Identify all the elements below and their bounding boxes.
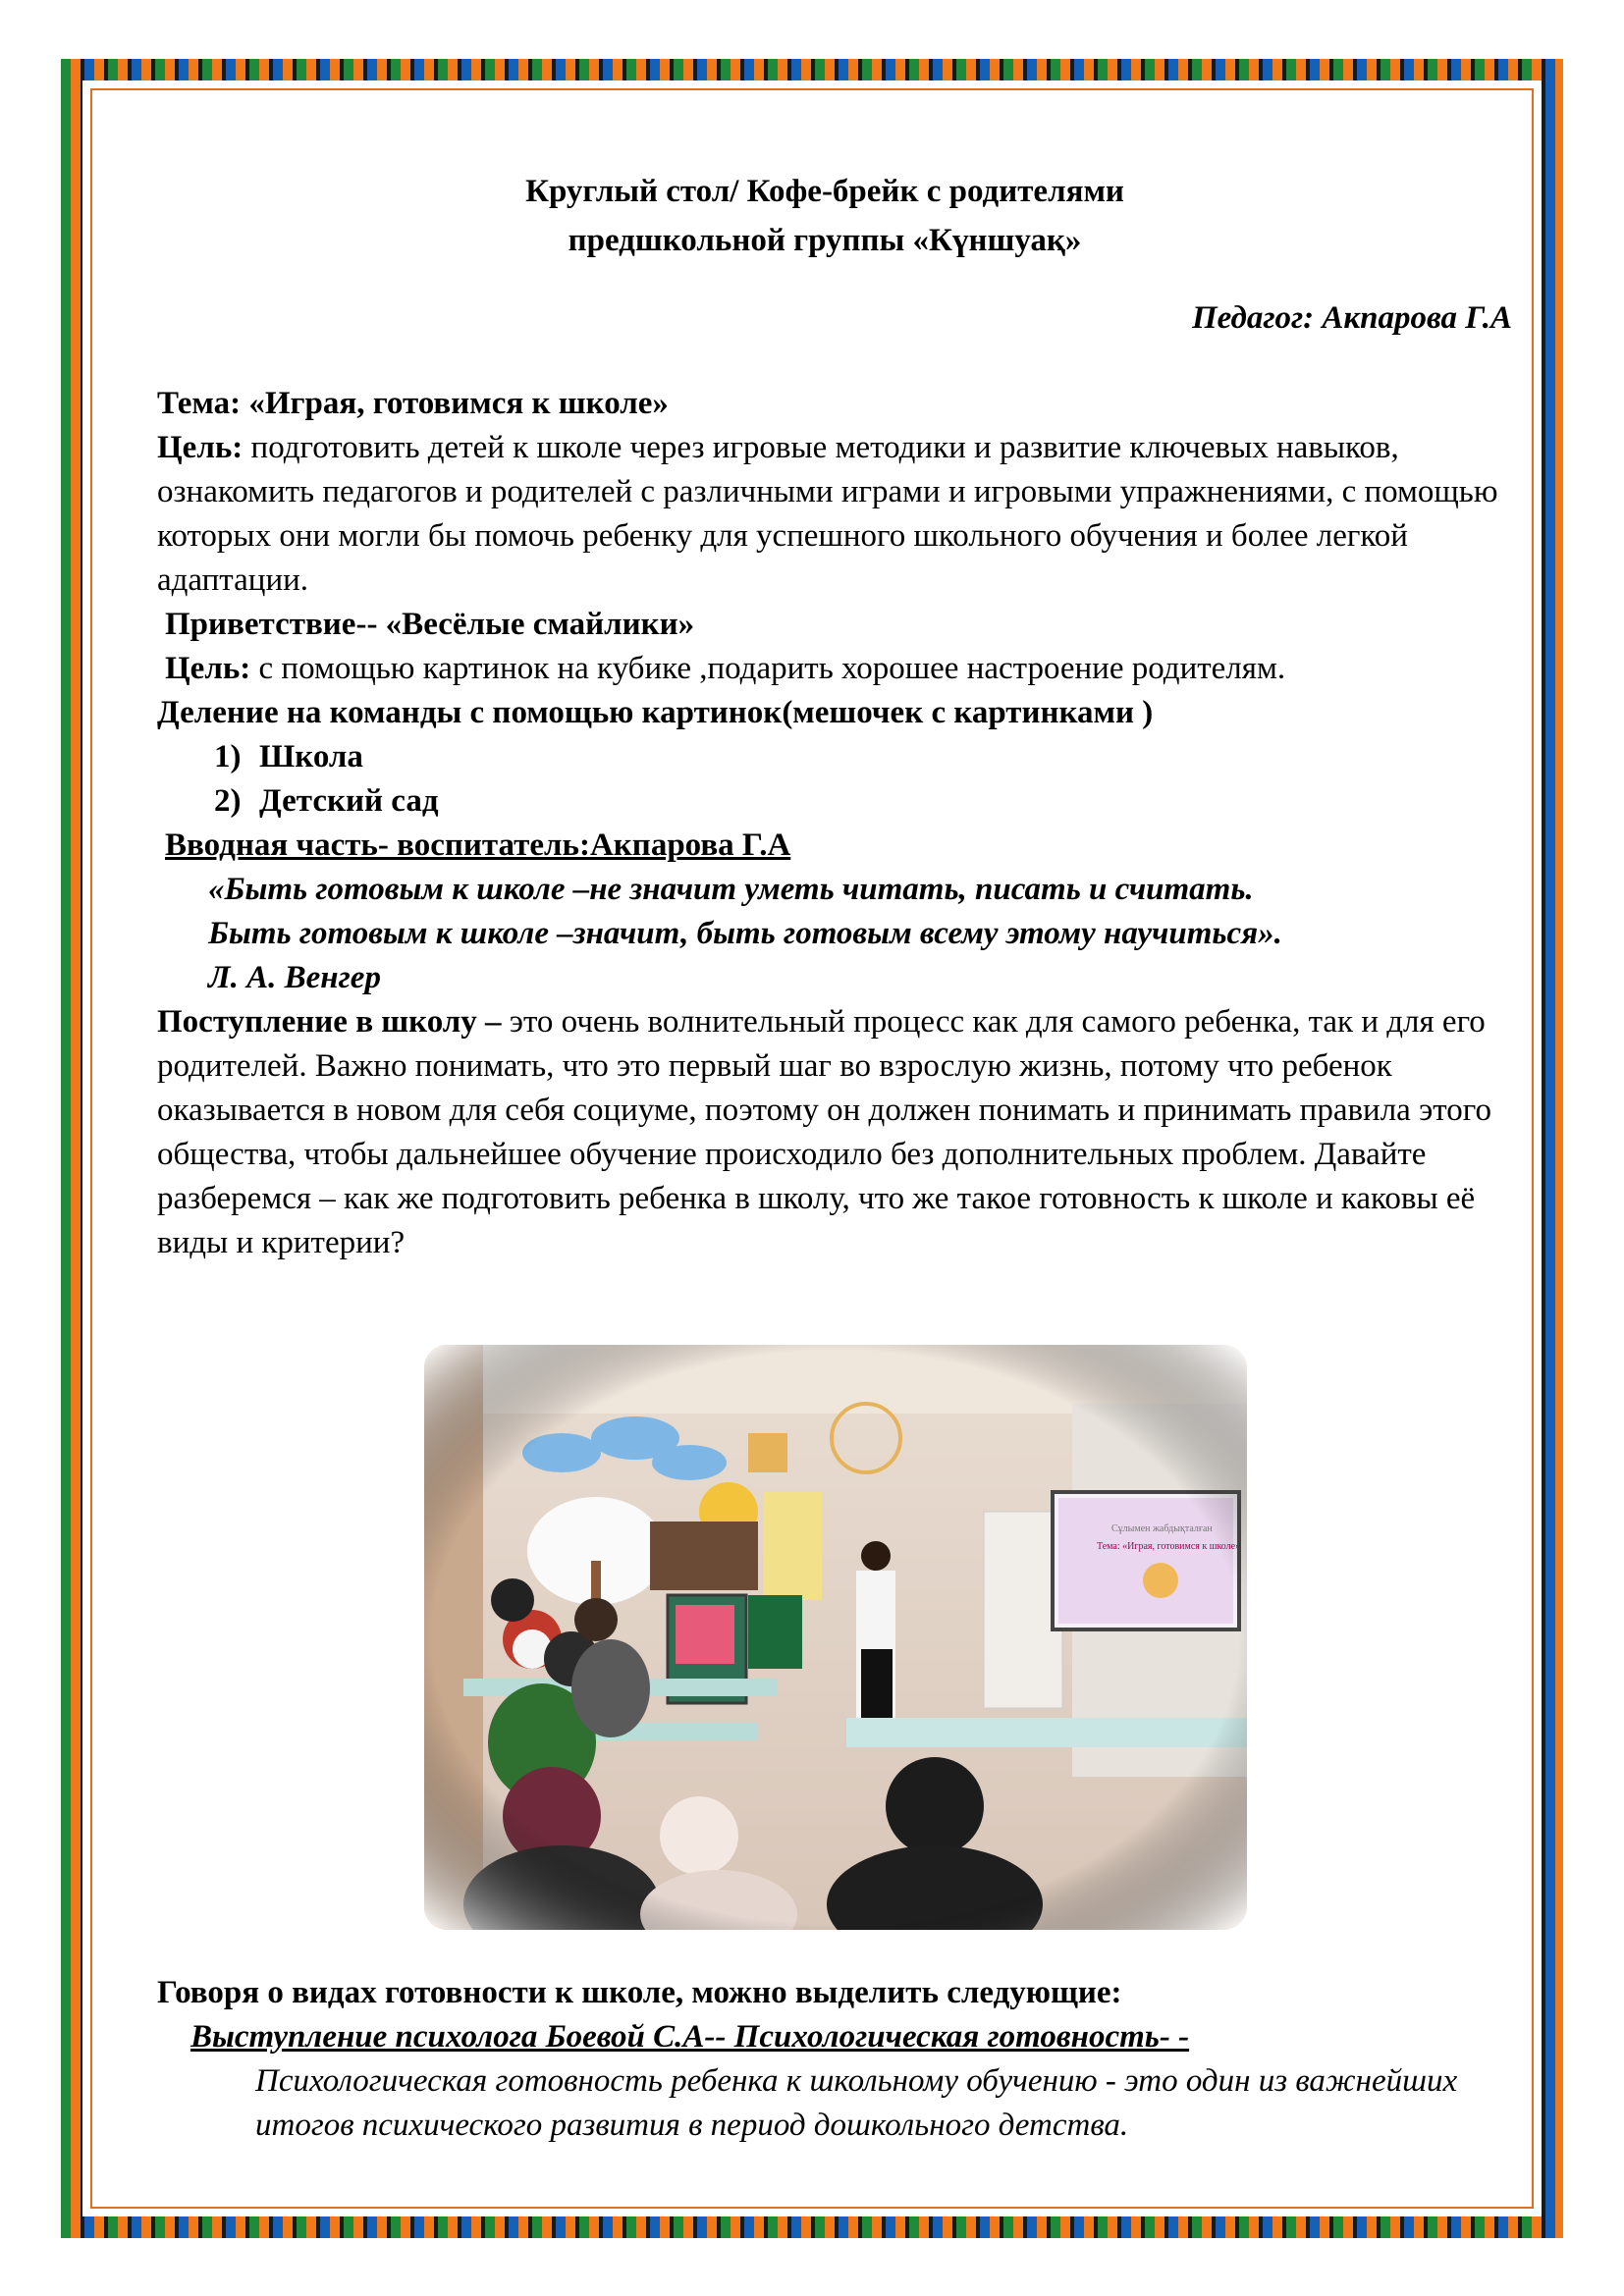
goal2-paragraph	[157, 647, 1512, 691]
teams-list	[157, 735, 1512, 824]
classroom-photo-image	[424, 1345, 1247, 1930]
list-item: 2) Детский сад	[214, 783, 439, 819]
greeting-line: Приветствие-- «Весёлые смайлики»	[165, 607, 695, 642]
goal-text: подготовить детей к школе через игровые методики и развитие ключевых навыков, ознакомить педагогов и родителей с различными играми и игровыми упражнениями, с помощью которых они могли бы помочь ребенку для успешного школьного обучения и более легкой адаптации.	[157, 430, 1498, 598]
psych-text: Психологическая готовность ребенка к школьному обучению - это один из важнейших итогов психического развития в период дошкольного детства.	[255, 2063, 1458, 2143]
goal2-label: Цель:	[165, 651, 251, 686]
admission-paragraph	[157, 1000, 1512, 1265]
admission-text: это очень волнительный процесс как для самого ребенка, так и для его родителей. Важно понимать, что это первый шаг во взрослую жизнь, потому что ребенок оказывается в новом для себя социуме, поэтому он должен понимать и принимать правила этого общества, чтобы дальнейшее обучение происходило без дополнительных проблем. Давайте разберемся – как же подготовить ребенка в школу, что же такое готовность к школе и каковы её виды и критерии?	[157, 1004, 1491, 1260]
classroom-photo	[424, 1345, 1247, 1930]
title-line-1: Круглый стол/ Кофе-брейк с родителями	[525, 174, 1124, 209]
document-body-bottom	[157, 1971, 1512, 2148]
goal-paragraph	[157, 426, 1512, 603]
title-line-2: предшкольной группы «Күншуақ»	[568, 223, 1082, 258]
division-line: Деление на команды с помощью картинок(мешочек с картинками )	[157, 695, 1154, 730]
quote-line-1: «Быть готовым к школе –не значит уметь читать, писать и считать.	[208, 872, 1254, 907]
pedagog-line: Педагог: Акпарова Г.А	[1191, 300, 1512, 336]
admission-label: Поступление в школу –	[157, 1004, 502, 1040]
list-item: 1) Школа	[214, 739, 363, 774]
quote-author: Л. А. Венгер	[208, 960, 381, 995]
types-heading: Говоря о видах готовности к школе, можно выделить следующие:	[157, 1975, 1122, 2010]
psychologist-heading: Выступление психолога Боевой С.А-- Психологическая готовность- -	[190, 2019, 1190, 2055]
document-title	[137, 167, 1512, 265]
tema-line: Тема: «Играя, готовимся к школе»	[157, 386, 669, 421]
goal-label: Цель:	[157, 430, 244, 465]
document-body	[157, 167, 1512, 1265]
goal2-text: с помощью картинок на кубике ,подарить хорошее настроение родителям.	[250, 651, 1286, 686]
intro-heading: Вводная часть- воспитатель:Акпарова Г.А	[165, 828, 791, 863]
quote-line-2: Быть готовым к школе –значит, быть готовым всему этому научиться».	[208, 916, 1282, 951]
